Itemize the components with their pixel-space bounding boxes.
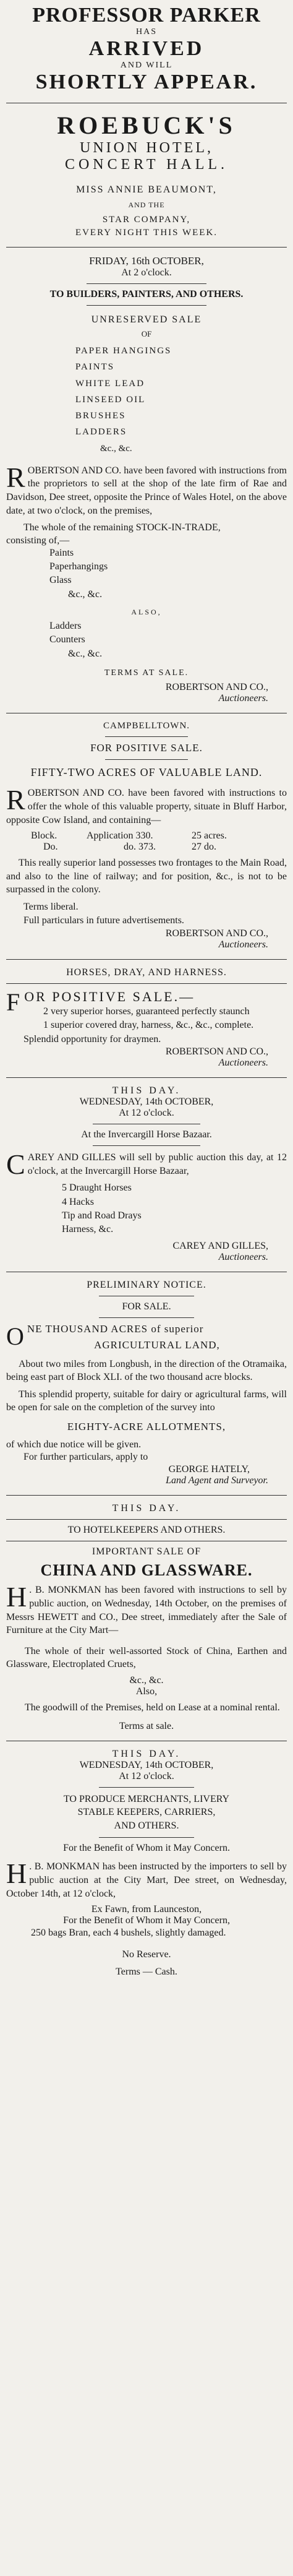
unreserved-sale: UNRESERVED SALE — [91, 314, 202, 325]
divider — [6, 1495, 287, 1496]
auctioneer: CAREY AND GILLES, — [172, 1240, 268, 1251]
to-hotelkeepers: TO HOTELKEEPERS AND OTHERS. — [67, 1525, 226, 1536]
drop-cap: O — [6, 1322, 25, 1350]
short-divider — [87, 283, 206, 284]
date: WEDNESDAY, 14th OCTOBER, — [79, 1096, 214, 1107]
divider — [6, 959, 287, 960]
date: WEDNESDAY, 14th OCTOBER, — [79, 1759, 214, 1770]
l2: 2 very superior horses, guaranteed perfectly staunch — [43, 1006, 250, 1017]
short-divider — [105, 759, 188, 760]
auctioneer-title: Auctioneers. — [218, 1251, 268, 1262]
list-item: PAINTS — [75, 362, 115, 373]
divider — [6, 1077, 287, 1078]
body2: This splendid property, suitable for dairy or agricultural farms, will be open for sale on the completion of the survey into — [6, 1389, 287, 1413]
body1: About two miles from Longbush, in the direction of the Otramaika, being east part of Block XLI. of the two thousand acre blocks. — [6, 1358, 287, 1383]
body-paragraph: ROBERTSON AND CO. have been favored with instructions to offer the whole of this valuable property, situate in Bluff Harbor, opposite Cow Island, and containing— — [6, 784, 287, 825]
china-heading: CHINA AND GLASSWARE. — [40, 1561, 253, 1580]
auctioneer: ROBERTSON AND CO., — [165, 1046, 268, 1057]
terms-cash: Terms — Cash. — [116, 1966, 177, 1977]
terms: Terms at sale. — [119, 1720, 174, 1731]
further: For further particulars, apply to — [23, 1452, 148, 1463]
list-item: Glass — [49, 575, 72, 586]
short-divider — [87, 305, 206, 306]
and-will-label: AND WILL — [120, 61, 173, 70]
arrived-label: ARRIVED — [88, 37, 205, 60]
etc: &c., &c. — [129, 1675, 164, 1686]
also-label: ALSO, — [131, 608, 162, 617]
list-item: PAPER HANGINGS — [75, 346, 172, 356]
list-item: &c., &c. — [68, 648, 103, 659]
ad-roebucks — [6, 111, 287, 238]
auctioneer: ROBERTSON AND CO., — [165, 682, 268, 693]
item-list — [6, 343, 287, 457]
sale-date: FRIDAY, 16th OCTOBER, — [89, 255, 204, 267]
items — [6, 1181, 287, 1237]
terms-liberal: Terms liberal. — [23, 902, 79, 912]
divider — [6, 247, 287, 248]
positive-sale-line: FOR POSITIVE SALE.— — [6, 988, 195, 1016]
auctioneer-title: Auctioneers. — [218, 693, 268, 704]
list-item: WHITE LEAD — [75, 378, 145, 389]
auctioneer-title: Auctioneers. — [218, 939, 268, 950]
auctioneer: ROBERTSON AND CO., — [165, 928, 268, 939]
list-item: Harness, &c. — [62, 1224, 114, 1235]
to-merchants: TO PRODUCE MERCHANTS, LIVERY STABLE KEEPERS, CARRIERS, AND OTHERS. — [63, 1793, 230, 1831]
body-paragraph: H . B. MONKMAN has been instructed by the importers to sell by public auction at the City Mart, Dee street, on Wednesday, October 14th, at 12 o'clock, — [6, 1858, 287, 1899]
l3: 1 superior covered dray, harness, &c., &c., complete. — [43, 1020, 254, 1031]
bags: 250 bags Bran, each 4 bushels, slightly damaged. — [31, 1928, 226, 1939]
agent: GEORGE HATELY, — [168, 1464, 250, 1475]
headline: PROFESSOR PARKER — [32, 4, 261, 27]
ad-horses-dray — [6, 967, 287, 1069]
short-divider — [99, 1317, 194, 1318]
sub-list — [6, 546, 287, 602]
time: At 12 o'clock. — [119, 1107, 174, 1118]
to-builders: TO BUILDERS, PAINTERS, AND OTHERS. — [49, 289, 244, 299]
agent-title: Land Agent and Surveyor. — [166, 1475, 268, 1486]
list-item: Paints — [49, 547, 74, 558]
l4: Splendid opportunity for draymen. — [23, 1033, 161, 1045]
place: CAMPBELLTOWN. — [103, 721, 190, 731]
land-heading: FIFTY-TWO ACRES OF VALUABLE LAND. — [30, 766, 263, 779]
drop-cap: C — [6, 1148, 25, 1180]
list-item: 4 Hacks — [62, 1196, 94, 1207]
this-day: THIS DAY. — [112, 1503, 181, 1514]
for-sale: FOR SALE. — [122, 1301, 171, 1312]
divider — [6, 1519, 287, 1520]
heading: HORSES, DRAY, AND HARNESS. — [66, 967, 227, 978]
stock: The whole of their well-assorted Stock of China, Earthen and Glassware, Electroplated Cruets, — [6, 1645, 287, 1670]
table-row: Block. Application 330. 25 acres. — [31, 830, 227, 842]
shortly-label: SHORTLY APPEAR. — [35, 71, 258, 93]
body-paragraph: CAREY AND GILLES will sell by public auction this day, at 12 o'clock, at the Invercargill Horse Bazaar, — [6, 1148, 287, 1180]
list-item: BRUSHES — [75, 411, 126, 421]
short-divider — [105, 736, 188, 737]
time: At 12 o'clock. — [119, 1770, 174, 1781]
list-item: 5 Draught Horses — [62, 1182, 132, 1194]
place: At the Invercargill Horse Bazaar. — [81, 1129, 212, 1140]
table-row: Do. do. 373. 27 do. — [43, 842, 216, 853]
short-divider — [99, 1837, 194, 1838]
ad-campbelltown — [6, 721, 287, 950]
list-item: LADDERS — [75, 427, 127, 437]
blocks-table — [6, 830, 287, 853]
list-item: Counters — [49, 634, 85, 645]
short-divider — [99, 1787, 194, 1788]
performer: MISS ANNIE BEAUMONT, — [76, 184, 217, 195]
union-hotel: UNION HOTEL, — [80, 140, 213, 156]
goodwill: The goodwill of the Premises, held on Lease at a nominal rental. — [25, 1702, 280, 1713]
short-divider — [93, 1145, 200, 1146]
also: Also, — [135, 1686, 158, 1697]
list-item: Ladders — [49, 621, 82, 632]
stock-line: The whole of the remaining STOCK-IN-TRADE, — [23, 522, 221, 533]
concert-hall: CONCERT HALL. — [64, 157, 229, 173]
benefit: For the Benefit of Whom it May Concern. — [63, 1843, 230, 1854]
sale-time: At 2 o'clock. — [121, 267, 172, 278]
heading-2: AGRICULTURAL LAND, — [94, 1338, 220, 1351]
drop-cap: H — [6, 1858, 27, 1890]
and-the: AND THE — [128, 200, 165, 209]
positive-sale: FOR POSITIVE SALE. — [90, 742, 203, 754]
body-paragraph: ROBERTSON AND CO. have been favored with instructions from the proprietors to sell at the shop of the late firm of Rae and Davidson, Dee street, opposite the Prince of Wales Hotel, on the above date, at two o'clock, on the premises, — [6, 461, 287, 516]
ad-carey-gilles — [6, 1085, 287, 1263]
drop-cap: R — [6, 784, 25, 816]
this-day: THIS DAY. — [112, 1748, 181, 1759]
drop-cap: F — [6, 988, 22, 1016]
list-item: Paperhangings — [49, 561, 108, 572]
benefit2: For the Benefit of Whom it May Concern, — [63, 1915, 230, 1926]
allotments: EIGHTY-ACRE ALLOTMENTS, — [67, 1421, 226, 1433]
this-day: THIS DAY. — [112, 1085, 181, 1096]
every-night: EVERY NIGHT THIS WEEK. — [75, 228, 218, 238]
also-list — [6, 619, 287, 661]
notice: of which due notice will be given. — [6, 1439, 142, 1450]
list-item: Tip and Road Drays — [62, 1210, 142, 1221]
consisting-label: consisting of,— — [6, 535, 70, 546]
ex-fawn: Ex Fawn, from Launceston, — [91, 1904, 202, 1915]
auctioneer-title: Auctioneers. — [218, 1057, 268, 1068]
ad-agricultural-land — [6, 1280, 287, 1487]
roebucks-title: ROEBUCK'S — [57, 111, 236, 139]
list-item: &c., &c. — [100, 443, 132, 454]
terms-label: TERMS AT SALE. — [104, 668, 189, 678]
ad-professor-parker — [6, 4, 287, 94]
desc: This really superior land possesses two frontages to the Main Road, and also to the line of railway; and for position, &c., is not to be surpassed in the colony. — [6, 858, 287, 895]
ad-builders-sale — [6, 255, 287, 704]
drop-cap: H — [6, 1581, 27, 1613]
ad-bran-sale — [6, 1749, 287, 1978]
list-item: LINSEED OIL — [75, 394, 146, 405]
drop-cap: R — [6, 461, 25, 493]
star-company: STAR COMPANY, — [102, 215, 191, 225]
heading-line: ONE THOUSAND ACRES of superior — [6, 1322, 204, 1350]
important: IMPORTANT SALE OF — [91, 1546, 202, 1557]
no-reserve: No Reserve. — [122, 1949, 171, 1960]
future: Full particulars in future advertisements. — [23, 915, 184, 926]
divider — [6, 983, 287, 984]
list-item: &c., &c. — [68, 588, 103, 600]
of-label: OF — [141, 329, 152, 338]
body-paragraph: H . B. MONKMAN has been favored with instructions to sell by public auction, on Wednesday, 14th October, on the premises of Messrs HEWETT and CO., Dee street, immediately after the Sale of Furniture at the City Mart— — [6, 1581, 287, 1636]
ad-china-glassware — [6, 1503, 287, 1731]
prelim: PRELIMINARY NOTICE. — [87, 1279, 206, 1290]
has-label: HAS — [135, 27, 157, 37]
